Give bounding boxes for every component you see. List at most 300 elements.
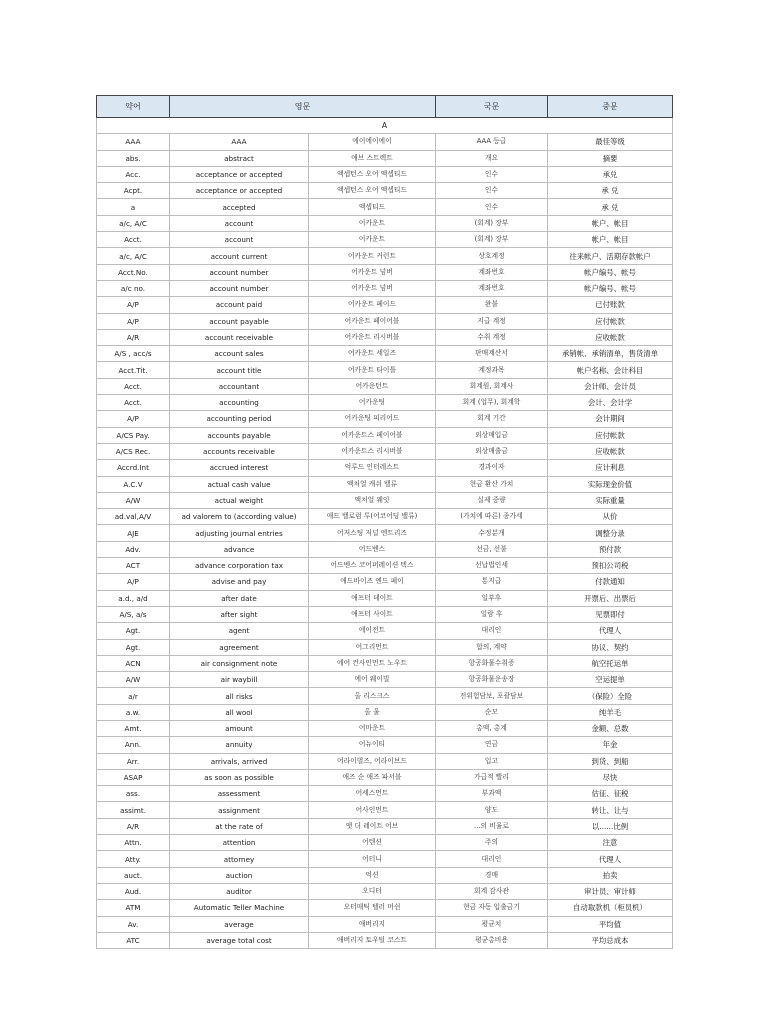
korean-cell: 수취 계정 [436,329,548,345]
abbr-cell: Acct. [97,232,170,248]
korean-cell: 부과액 [436,786,548,802]
table-row [97,688,673,704]
abbr-cell: Aud. [97,883,170,899]
abbr-cell: Arr. [97,753,170,769]
pronunciation-cell: 어카운트 넘버 [309,264,436,280]
pronunciation-cell: 어카운트스 페이어블 [309,427,436,443]
english-cell: Automatic Teller Machine [170,900,309,916]
korean-cell: 지급 계정 [436,313,548,329]
abbr-cell: Accrd.Int [97,460,170,476]
section-label: A [97,118,673,134]
abbr-cell: ACT [97,558,170,574]
chinese-cell: 实际重量 [548,492,673,508]
pronunciation-cell: 어카운팅 피리어드 [309,411,436,427]
pronunciation-cell: 어뉴이티 [309,737,436,753]
chinese-cell: 开票后、出票后 [548,590,673,606]
english-cell: account payable [170,313,309,329]
korean-cell: 경매 [436,867,548,883]
chinese-cell: 实际现金价值 [548,476,673,492]
english-cell: all risks [170,688,309,704]
english-cell: agent [170,623,309,639]
korean-cell: 완불 [436,297,548,313]
abbr-cell: a/c no. [97,280,170,296]
pronunciation-cell: 애드바이즈 엔드 페이 [309,574,436,590]
pronunciation-cell: 어카운턴트 [309,378,436,394]
table-row [97,525,673,541]
korean-cell: 실제 중량 [436,492,548,508]
pronunciation-cell: 애프터 데이트 [309,590,436,606]
pronunciation-cell: 오터매틱 텔러 머쉰 [309,900,436,916]
chinese-cell: 应付帐款 [548,313,673,329]
table-row [97,199,673,215]
table-row [97,215,673,231]
table-row [97,590,673,606]
table-row [97,183,673,199]
table-row [97,704,673,720]
abbr-cell: Acct. [97,378,170,394]
table-row [97,672,673,688]
pronunciation-cell: 액셉턴스 오어 액셉티드 [309,166,436,182]
english-cell: account receivable [170,329,309,345]
english-cell: air consignment note [170,655,309,671]
chinese-cell: 尽快 [548,769,673,785]
abbr-cell: ASAP [97,769,170,785]
chinese-cell: 从价 [548,509,673,525]
korean-cell: 회계 (업무), 회계학 [436,395,548,411]
chinese-cell: 拍卖 [548,867,673,883]
pronunciation-cell: 어드벤스 [309,541,436,557]
table-row [97,835,673,851]
chinese-cell: 空运提单 [548,672,673,688]
chinese-cell: 航空托运单 [548,655,673,671]
english-cell: abstract [170,150,309,166]
korean-cell: 총액, 총계 [436,720,548,736]
korean-cell: 경과이자 [436,460,548,476]
table-row [97,753,673,769]
table-row [97,297,673,313]
chinese-cell: 已付账款 [548,297,673,313]
abbr-cell: A/W [97,492,170,508]
english-cell: auditor [170,883,309,899]
chinese-cell: 帐户编号、帐号 [548,280,673,296]
chinese-cell: 年金 [548,737,673,753]
chinese-cell: 承 兑 [548,199,673,215]
abbr-cell: A/W [97,672,170,688]
section-row [97,118,673,134]
chinese-cell: 审计员、审计师 [548,883,673,899]
english-cell: account sales [170,346,309,362]
pronunciation-cell: 어카운트 커런트 [309,248,436,264]
glossary-sheet [96,95,672,949]
table-row [97,150,673,166]
chinese-cell: 摘要 [548,150,673,166]
chinese-cell: 平均值 [548,916,673,932]
english-cell: average total cost [170,932,309,948]
abbr-cell: Acc. [97,166,170,182]
english-cell: attention [170,835,309,851]
pronunciation-cell: 에이에이에이 [309,134,436,150]
chinese-cell: 自动取款机（柜员机） [548,900,673,916]
table-row [97,655,673,671]
abbr-cell: Acct.Tit. [97,362,170,378]
english-cell: advance [170,541,309,557]
pronunciation-cell: 어카운트 넘버 [309,280,436,296]
english-cell: accounting period [170,411,309,427]
english-cell: after date [170,590,309,606]
abbr-cell: Attn. [97,835,170,851]
chinese-cell: 会计期间 [548,411,673,427]
table-row [97,720,673,736]
table-row [97,606,673,622]
korean-cell: 현금 환산 가치 [436,476,548,492]
table-row [97,558,673,574]
chinese-cell: 承 兑 [548,183,673,199]
pronunciation-cell: 어카운팅 [309,395,436,411]
korean-cell: 주의 [436,835,548,851]
korean-cell: 항공화물수취증 [436,655,548,671]
table-row [97,264,673,280]
pronunciation-cell: 애드 밸로럼 투(어코어딩 밸류) [309,509,436,525]
abbreviation-table [96,95,673,949]
abbr-cell: Atty. [97,851,170,867]
korean-cell: 판매계산서 [436,346,548,362]
pronunciation-cell: 어카운트 페이드 [309,297,436,313]
english-cell: accrued interest [170,460,309,476]
pronunciation-cell: 앳 더 레이트 어브 [309,818,436,834]
abbr-cell: A/P [97,411,170,427]
korean-cell: ...의 비율로 [436,818,548,834]
abbr-cell: ass. [97,786,170,802]
table-row [97,313,673,329]
english-cell: adjusting journal entries [170,525,309,541]
pronunciation-cell: 어카운트 [309,215,436,231]
english-cell: agreement [170,639,309,655]
chinese-cell: 应收帐款 [548,329,673,345]
abbr-cell: A.C.V [97,476,170,492]
korean-cell: 계좌번호 [436,264,548,280]
korean-cell: 외상매입금 [436,427,548,443]
abbr-cell: a.w. [97,704,170,720]
english-cell: account paid [170,297,309,313]
abbr-cell: A/P [97,574,170,590]
abbr-cell: ACN [97,655,170,671]
chinese-cell: 调整分录 [548,525,673,541]
pronunciation-cell: 애버리지 [309,916,436,932]
abbr-cell: A/P [97,297,170,313]
english-cell: accounting [170,395,309,411]
abbr-cell: A/S, a/s [97,606,170,622]
table-row [97,166,673,182]
chinese-cell: 应计利息 [548,460,673,476]
korean-cell: 평균총비용 [436,932,548,948]
korean-cell: 외상매출금 [436,443,548,459]
chinese-cell: 最佳等级 [548,134,673,150]
pronunciation-cell: 액처얼 웨잇 [309,492,436,508]
table-row [97,476,673,492]
abbr-cell: Ann. [97,737,170,753]
table-row [97,851,673,867]
korean-cell: 계정과목 [436,362,548,378]
header-abbr: 약어 [97,96,170,118]
pronunciation-cell: 애즈 순 애즈 파서블 [309,769,436,785]
english-cell: acceptance or accepted [170,183,309,199]
english-cell: amount [170,720,309,736]
pronunciation-cell: 어카운트 타이틀 [309,362,436,378]
english-cell: advance corporation tax [170,558,309,574]
korean-cell: 대리인 [436,623,548,639]
table-row [97,639,673,655]
chinese-cell: 预扣公司税 [548,558,673,574]
table-row [97,883,673,899]
korean-cell: 선납법인세 [436,558,548,574]
korean-cell: 현금 자동 입출금기 [436,900,548,916]
pronunciation-cell: 올 리스크스 [309,688,436,704]
korean-cell: 개요 [436,150,548,166]
table-row [97,395,673,411]
abbr-cell: ATC [97,932,170,948]
table-row [97,818,673,834]
table-row [97,786,673,802]
chinese-cell: 帐户名称、会计科目 [548,362,673,378]
pronunciation-cell: 애버리지 토우털 코스트 [309,932,436,948]
chinese-cell: 帐户、帐目 [548,215,673,231]
chinese-cell: 预付款 [548,541,673,557]
chinese-cell: 应付帐款 [548,427,673,443]
chinese-cell: 代理人 [548,623,673,639]
chinese-cell: 应收帐款 [548,443,673,459]
english-cell: accounts receivable [170,443,309,459]
chinese-cell: 帐户编号、帐号 [548,264,673,280]
pronunciation-cell: 액셉턴스 오어 액셉티드 [309,183,436,199]
english-cell: account number [170,264,309,280]
english-cell: account number [170,280,309,296]
chinese-cell: 转让、让与 [548,802,673,818]
pronunciation-cell: 어카운트 세일즈 [309,346,436,362]
table-row [97,932,673,948]
english-cell: account [170,232,309,248]
pronunciation-cell: 에어 웨이빌 [309,672,436,688]
pronunciation-cell: 억션 [309,867,436,883]
abbr-cell: Agt. [97,639,170,655]
korean-cell: 전위험담보, 포괄담보 [436,688,548,704]
chinese-cell: 平均总成本 [548,932,673,948]
table-row [97,346,673,362]
pronunciation-cell: 억루드 인터레스트 [309,460,436,476]
table-row [97,623,673,639]
pronunciation-cell: 어카운트스 리시버블 [309,443,436,459]
pronunciation-cell: 어드벤스 코어퍼레이션 텍스 [309,558,436,574]
table-body [97,118,673,949]
pronunciation-cell: 올 울 [309,704,436,720]
abbr-cell: AJE [97,525,170,541]
abbr-cell: A/P [97,313,170,329]
table-row [97,329,673,345]
korean-cell: 연금 [436,737,548,753]
table-row [97,492,673,508]
pronunciation-cell: 어그리먼트 [309,639,436,655]
chinese-cell: 金额、总数 [548,720,673,736]
table-row [97,460,673,476]
chinese-cell: 协议、契约 [548,639,673,655]
korean-cell: 일부후 [436,590,548,606]
pronunciation-cell: 어카운트 리시버블 [309,329,436,345]
korean-cell: 양도 [436,802,548,818]
korean-cell: 인수 [436,199,548,215]
abbr-cell: Acct. [97,395,170,411]
pronunciation-cell: 애브 스트렉트 [309,150,436,166]
header-english: 영문 [170,96,436,118]
pronunciation-cell: 어텐션 [309,835,436,851]
pronunciation-cell: 어세스먼트 [309,786,436,802]
english-cell: attorney [170,851,309,867]
pronunciation-cell: 액셉티드 [309,199,436,215]
header-chinese: 중문 [548,96,673,118]
english-cell: average [170,916,309,932]
pronunciation-cell: 어카운트 [309,232,436,248]
korean-cell: 선금, 선불 [436,541,548,557]
korean-cell: 대리인 [436,851,548,867]
korean-cell: (가치에 따른) 종가세 [436,509,548,525]
korean-cell: 합의, 계약 [436,639,548,655]
korean-cell: 항공화물운송장 [436,672,548,688]
english-cell: arrivals, arrived [170,753,309,769]
abbr-cell: Acct.No. [97,264,170,280]
pronunciation-cell: 에이전트 [309,623,436,639]
table-row [97,248,673,264]
korean-cell: 상호계정 [436,248,548,264]
table-row [97,900,673,916]
english-cell: assignment [170,802,309,818]
korean-cell: 회계 감사관 [436,883,548,899]
abbr-cell: Av. [97,916,170,932]
pronunciation-cell: 어사인먼트 [309,802,436,818]
table-row [97,134,673,150]
table-row [97,769,673,785]
chinese-cell: 往来帐户、活期存款帐户 [548,248,673,264]
pronunciation-cell: 어라이벌즈, 어라이브드 [309,753,436,769]
table-row [97,443,673,459]
abbr-cell: a/c, A/C [97,248,170,264]
abbr-cell: ad.val,A/V [97,509,170,525]
english-cell: accepted [170,199,309,215]
pronunciation-cell: 어카운트 페이어블 [309,313,436,329]
korean-cell: 가급적 빨리 [436,769,548,785]
korean-cell: 수정분개 [436,525,548,541]
pronunciation-cell: 어저스팅 저널 엔트리즈 [309,525,436,541]
chinese-cell: 付款通知 [548,574,673,590]
table-row [97,411,673,427]
pronunciation-cell: 액처얼 캐쉬 밸류 [309,476,436,492]
english-cell: annuity [170,737,309,753]
english-cell: acceptance or accepted [170,166,309,182]
english-cell: accounts payable [170,427,309,443]
english-cell: auction [170,867,309,883]
english-cell: at the rate of [170,818,309,834]
english-cell: account title [170,362,309,378]
chinese-cell: 到货、到船 [548,753,673,769]
abbr-cell: Amt. [97,720,170,736]
english-cell: actual cash value [170,476,309,492]
table-row [97,509,673,525]
english-cell: air waybill [170,672,309,688]
chinese-cell: 承销帐、承销清单，售货清单 [548,346,673,362]
abbr-cell: abs. [97,150,170,166]
english-cell: ad valorem to (according value) [170,509,309,525]
english-cell: actual weight [170,492,309,508]
abbr-cell: a/c, A/C [97,215,170,231]
korean-cell: 평균치 [436,916,548,932]
chinese-cell: 见票即付 [548,606,673,622]
table-row [97,232,673,248]
abbr-cell: AAA [97,134,170,150]
abbr-cell: a/r [97,688,170,704]
korean-cell: 회계원, 회계사 [436,378,548,394]
english-cell: AAA [170,134,309,150]
english-cell: advise and pay [170,574,309,590]
table-header [97,96,673,118]
table-row [97,541,673,557]
korean-cell: 계좌번호 [436,280,548,296]
abbr-cell: auct. [97,867,170,883]
chinese-cell: 以......比例 [548,818,673,834]
abbr-cell: Acpt. [97,183,170,199]
table-row [97,427,673,443]
chinese-cell: 帐户、帐目 [548,232,673,248]
english-cell: all wool [170,704,309,720]
header-korean: 국문 [436,96,548,118]
english-cell: account [170,215,309,231]
abbr-cell: Agt. [97,623,170,639]
chinese-cell: 估征、征税 [548,786,673,802]
table-row [97,378,673,394]
chinese-cell: 纯羊毛 [548,704,673,720]
chinese-cell: 注意 [548,835,673,851]
table-row [97,916,673,932]
korean-cell: 회계 기간 [436,411,548,427]
table-row [97,362,673,378]
table-row [97,737,673,753]
korean-cell: 인수 [436,183,548,199]
table-row [97,867,673,883]
pronunciation-cell: 어마운트 [309,720,436,736]
korean-cell: (회계) 장부 [436,215,548,231]
pronunciation-cell: 에어 컨사인먼트 노우트 [309,655,436,671]
english-cell: account current [170,248,309,264]
chinese-cell: 会计师、会计员 [548,378,673,394]
chinese-cell: 承兑 [548,166,673,182]
english-cell: as soon as possible [170,769,309,785]
english-cell: after sight [170,606,309,622]
chinese-cell: 会计、会计学 [548,395,673,411]
abbr-cell: ATM [97,900,170,916]
table-row [97,802,673,818]
pronunciation-cell: 오디터 [309,883,436,899]
table-row [97,280,673,296]
abbr-cell: A/R [97,329,170,345]
english-cell: assessment [170,786,309,802]
pronunciation-cell: 어터니 [309,851,436,867]
korean-cell: 순모 [436,704,548,720]
korean-cell: AAA 등급 [436,134,548,150]
korean-cell: 입고 [436,753,548,769]
abbr-cell: A/S , acc/s [97,346,170,362]
abbr-cell: Adv. [97,541,170,557]
korean-cell: 일람 후 [436,606,548,622]
header-row [97,96,673,118]
table-row [97,574,673,590]
abbr-cell: A/R [97,818,170,834]
abbr-cell: A/CS Rec. [97,443,170,459]
